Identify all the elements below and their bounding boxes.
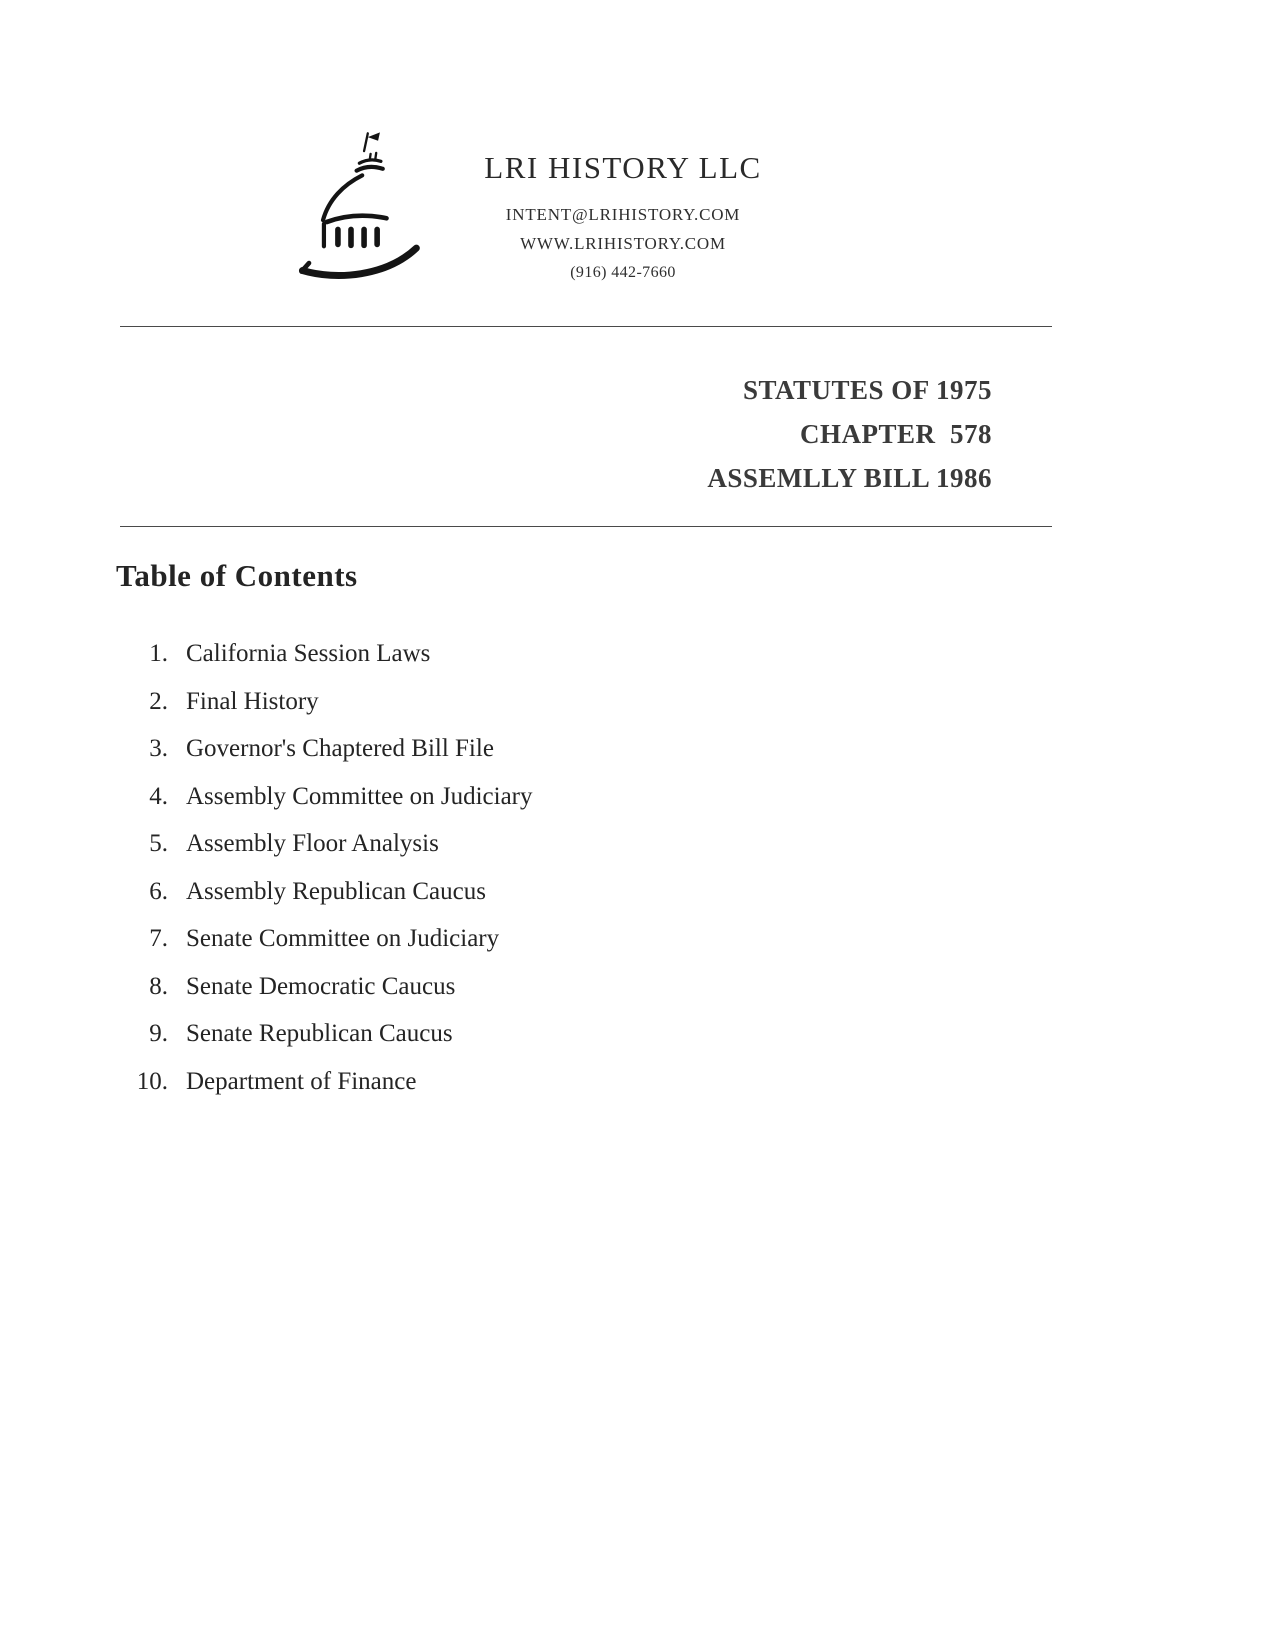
toc-item-label: California Session Laws <box>186 640 431 667</box>
statutes-line: STATUTES OF 1975 <box>742 375 992 405</box>
toc-item <box>116 773 1048 821</box>
letterhead-text <box>453 128 793 287</box>
toc-item-number: 8. <box>149 972 168 1000</box>
toc-item <box>116 725 1048 773</box>
toc-item-number: 3. <box>149 735 168 762</box>
toc-item-number: 6. <box>149 877 168 905</box>
toc-item <box>116 1058 1048 1106</box>
toc-item-label: Governor's Chaptered Bill File <box>186 735 494 762</box>
toc-item-label: Assembly Republican Caucus <box>186 877 486 905</box>
toc-title: Table of Contents <box>116 558 358 593</box>
toc-item-label: Assembly Floor Analysis <box>186 830 439 857</box>
toc-item <box>116 820 1048 868</box>
capitol-dome-sketch-icon <box>295 128 435 288</box>
divider-top <box>120 326 1052 327</box>
toc-item-label: Senate Republican Caucus <box>186 1020 453 1047</box>
company-website: WWW.LRIHISTORY.COM <box>520 234 726 253</box>
toc-item <box>116 630 1048 678</box>
toc-item-number: 9. <box>149 1020 168 1047</box>
assembly-bill-line: ASSEMLLY BILL 1986 <box>707 463 992 493</box>
toc-item <box>116 868 1048 916</box>
company-phone: (916) 442-7660 <box>570 264 676 281</box>
toc-item <box>116 963 1048 1011</box>
company-name: LRI HISTORY LLC <box>484 150 762 185</box>
toc-item-label: Assembly Committee on Judiciary <box>186 782 533 810</box>
company-email: INTENT@LRIHISTORY.COM <box>505 205 741 224</box>
toc-item-number: 7. <box>149 925 168 952</box>
toc-item-number: 2. <box>149 687 168 715</box>
chapter-line: CHAPTER 578 <box>799 419 992 449</box>
toc-item-number: 1. <box>149 640 168 667</box>
letterhead <box>295 128 793 288</box>
toc-item <box>116 678 1048 726</box>
table-of-contents <box>116 558 1048 1105</box>
toc-item <box>116 915 1048 963</box>
toc-item-label: Senate Democratic Caucus <box>186 972 456 1000</box>
toc-item-label: Department of Finance <box>186 1067 417 1095</box>
toc-item <box>116 1010 1048 1058</box>
toc-list <box>116 630 1048 1105</box>
toc-item-label: Senate Committee on Judiciary <box>186 925 500 952</box>
toc-item-number: 4. <box>149 782 168 810</box>
toc-item-number: 5. <box>149 830 168 857</box>
divider-bottom <box>120 526 1052 527</box>
toc-item-number: 10. <box>136 1067 168 1095</box>
toc-item-label: Final History <box>186 687 319 715</box>
document-title-block <box>120 368 1052 500</box>
